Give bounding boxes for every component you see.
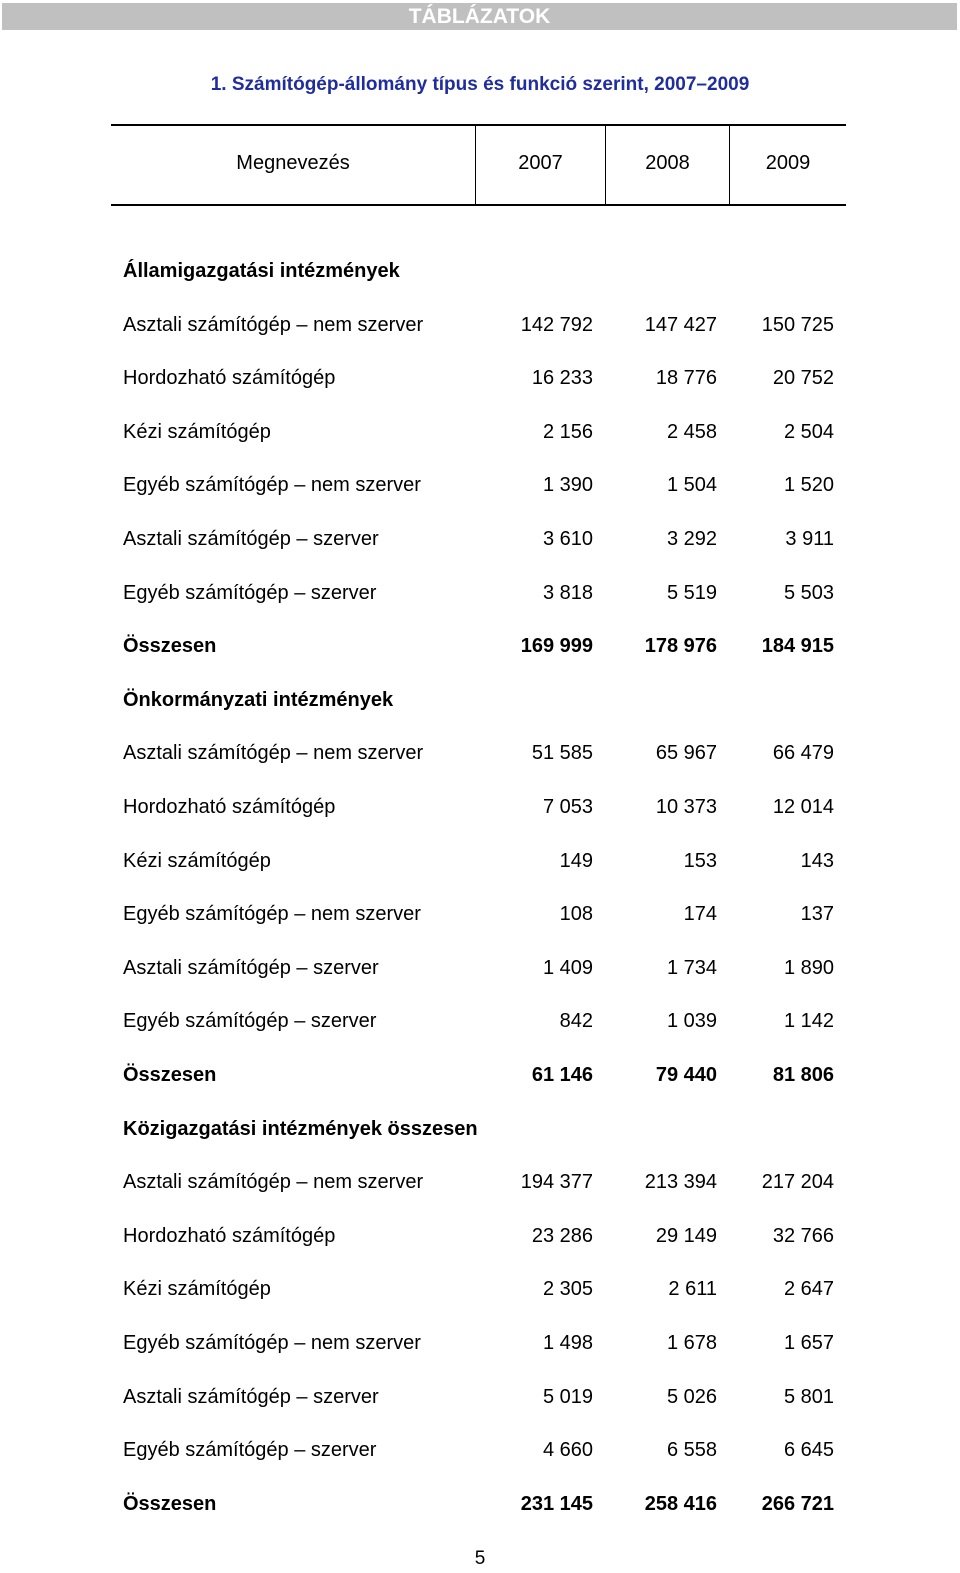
table-title: 1. Számítógép-állomány típus és funkció szerint, 2007–2009 bbox=[210, 74, 750, 95]
row-label: Asztali számítógép – szerver bbox=[123, 957, 379, 979]
value-2007: 3 818 bbox=[542, 582, 593, 604]
value-2009: 5 801 bbox=[783, 1386, 834, 1408]
section-heading bbox=[0, 1118, 960, 1146]
value-2007: 842 bbox=[559, 1010, 593, 1032]
value-2009: 6 645 bbox=[783, 1439, 834, 1461]
value-2008: 178 976 bbox=[644, 635, 717, 657]
row-label: Hordozható számítógép bbox=[123, 1225, 336, 1247]
value-2008: 79 440 bbox=[655, 1064, 717, 1086]
header-name: Megnevezés bbox=[236, 152, 350, 174]
value-2008: 1 734 bbox=[666, 957, 717, 979]
value-2007: 61 146 bbox=[531, 1064, 593, 1086]
value-2009: 1 520 bbox=[783, 474, 834, 496]
value-2009: 20 752 bbox=[772, 367, 834, 389]
row-label: Egyéb számítógép – nem szerver bbox=[123, 903, 421, 925]
value-2007: 231 145 bbox=[520, 1493, 593, 1515]
table-row bbox=[0, 582, 960, 610]
value-2008: 5 519 bbox=[666, 582, 717, 604]
value-2008: 2 458 bbox=[666, 421, 717, 443]
value-2007: 51 585 bbox=[531, 742, 593, 764]
row-label: Asztali számítógép – szerver bbox=[123, 528, 379, 550]
row-label: Asztali számítógép – szerver bbox=[123, 1386, 379, 1408]
value-2007: 149 bbox=[559, 850, 593, 872]
value-2007: 1 498 bbox=[542, 1332, 593, 1354]
table-row bbox=[0, 957, 960, 985]
value-2007: 2 305 bbox=[542, 1278, 593, 1300]
row-label: Egyéb számítógép – nem szerver bbox=[123, 474, 421, 496]
table-row bbox=[0, 528, 960, 556]
value-2009: 1 657 bbox=[783, 1332, 834, 1354]
value-2007: 108 bbox=[559, 903, 593, 925]
value-2009: 3 911 bbox=[785, 528, 834, 550]
value-2007: 3 610 bbox=[542, 528, 593, 550]
row-label: Asztali számítógép – nem szerver bbox=[123, 314, 424, 336]
value-2009: 2 504 bbox=[783, 421, 834, 443]
value-2008: 10 373 bbox=[655, 796, 717, 818]
table-row bbox=[0, 1278, 960, 1306]
row-label: Kézi számítógép bbox=[123, 850, 271, 872]
row-label: Összesen bbox=[123, 1064, 217, 1086]
value-2008: 147 427 bbox=[644, 314, 717, 336]
value-2009: 2 647 bbox=[783, 1278, 834, 1300]
table-row bbox=[0, 796, 960, 824]
table-row bbox=[0, 421, 960, 449]
value-2008: 2 611 bbox=[668, 1278, 717, 1300]
value-2009: 150 725 bbox=[761, 314, 834, 336]
table-row bbox=[0, 474, 960, 502]
value-2008: 213 394 bbox=[644, 1171, 717, 1193]
header-bottom-rule bbox=[111, 204, 846, 206]
total-row bbox=[0, 1064, 960, 1092]
row-label: Egyéb számítógép – szerver bbox=[123, 1010, 377, 1032]
row-label: Hordozható számítógép bbox=[123, 367, 336, 389]
value-2007: 5 019 bbox=[542, 1386, 593, 1408]
value-2007: 7 053 bbox=[542, 796, 593, 818]
value-2009: 137 bbox=[800, 903, 834, 925]
header-year-2008: 2008 bbox=[645, 152, 690, 174]
total-row bbox=[0, 635, 960, 663]
row-label: Kézi számítógép bbox=[123, 421, 271, 443]
total-row bbox=[0, 1493, 960, 1521]
row-label: Asztali számítógép – nem szerver bbox=[123, 1171, 424, 1193]
row-label: Önkormányzati intézmények bbox=[123, 689, 394, 711]
value-2009: 81 806 bbox=[772, 1064, 834, 1086]
value-2009: 266 721 bbox=[761, 1493, 834, 1515]
section-heading bbox=[0, 260, 960, 288]
header-year-2009: 2009 bbox=[765, 152, 811, 174]
value-2007: 2 156 bbox=[542, 421, 593, 443]
table-row bbox=[0, 1332, 960, 1360]
table-row bbox=[0, 1439, 960, 1467]
row-label: Egyéb számítógép – nem szerver bbox=[123, 1332, 421, 1354]
value-2008: 5 026 bbox=[666, 1386, 717, 1408]
value-2008: 1 039 bbox=[666, 1010, 717, 1032]
value-2008: 258 416 bbox=[644, 1493, 717, 1515]
value-2007: 16 233 bbox=[531, 367, 593, 389]
value-2008: 18 776 bbox=[655, 367, 717, 389]
table-row bbox=[0, 903, 960, 931]
table-row bbox=[0, 367, 960, 395]
value-2009: 1 890 bbox=[783, 957, 834, 979]
row-label: Államigazgatási intézmények bbox=[123, 260, 400, 282]
table-row bbox=[0, 1010, 960, 1038]
row-label: Hordozható számítógép bbox=[123, 796, 336, 818]
row-label: Egyéb számítógép – szerver bbox=[123, 1439, 377, 1461]
value-2008: 29 149 bbox=[655, 1225, 717, 1247]
table-row bbox=[0, 314, 960, 342]
table-row bbox=[0, 1171, 960, 1199]
value-2008: 6 558 bbox=[666, 1439, 717, 1461]
value-2008: 153 bbox=[683, 850, 717, 872]
value-2009: 1 142 bbox=[783, 1010, 834, 1032]
row-label: Összesen bbox=[123, 635, 217, 657]
value-2007: 1 390 bbox=[542, 474, 593, 496]
table-row bbox=[0, 1386, 960, 1414]
value-2008: 65 967 bbox=[655, 742, 717, 764]
page-number: 5 bbox=[474, 1548, 486, 1569]
value-2008: 1 678 bbox=[666, 1332, 717, 1354]
section-heading bbox=[0, 689, 960, 717]
value-2008: 3 292 bbox=[666, 528, 717, 550]
value-2009: 217 204 bbox=[761, 1171, 834, 1193]
value-2007: 1 409 bbox=[542, 957, 593, 979]
table-row bbox=[0, 1225, 960, 1253]
value-2008: 174 bbox=[683, 903, 717, 925]
value-2007: 194 377 bbox=[520, 1171, 593, 1193]
section-banner: TÁBLÁZATOK bbox=[2, 3, 957, 30]
value-2007: 169 999 bbox=[520, 635, 593, 657]
row-label: Egyéb számítógép – szerver bbox=[123, 582, 377, 604]
value-2007: 4 660 bbox=[542, 1439, 593, 1461]
table-row bbox=[0, 850, 960, 878]
row-label: Asztali számítógép – nem szerver bbox=[123, 742, 424, 764]
value-2009: 5 503 bbox=[783, 582, 834, 604]
value-2009: 143 bbox=[800, 850, 834, 872]
value-2009: 12 014 bbox=[772, 796, 834, 818]
value-2009: 66 479 bbox=[772, 742, 834, 764]
value-2009: 32 766 bbox=[772, 1225, 834, 1247]
header-year-2007: 2007 bbox=[518, 152, 563, 174]
value-2007: 23 286 bbox=[531, 1225, 593, 1247]
row-label: Kézi számítógép bbox=[123, 1278, 271, 1300]
row-label: Közigazgatási intézmények összesen bbox=[123, 1118, 478, 1140]
table-row bbox=[0, 742, 960, 770]
row-label: Összesen bbox=[123, 1493, 217, 1515]
header-top-rule bbox=[111, 124, 846, 126]
value-2008: 1 504 bbox=[666, 474, 717, 496]
value-2007: 142 792 bbox=[520, 314, 593, 336]
value-2009: 184 915 bbox=[761, 635, 834, 657]
